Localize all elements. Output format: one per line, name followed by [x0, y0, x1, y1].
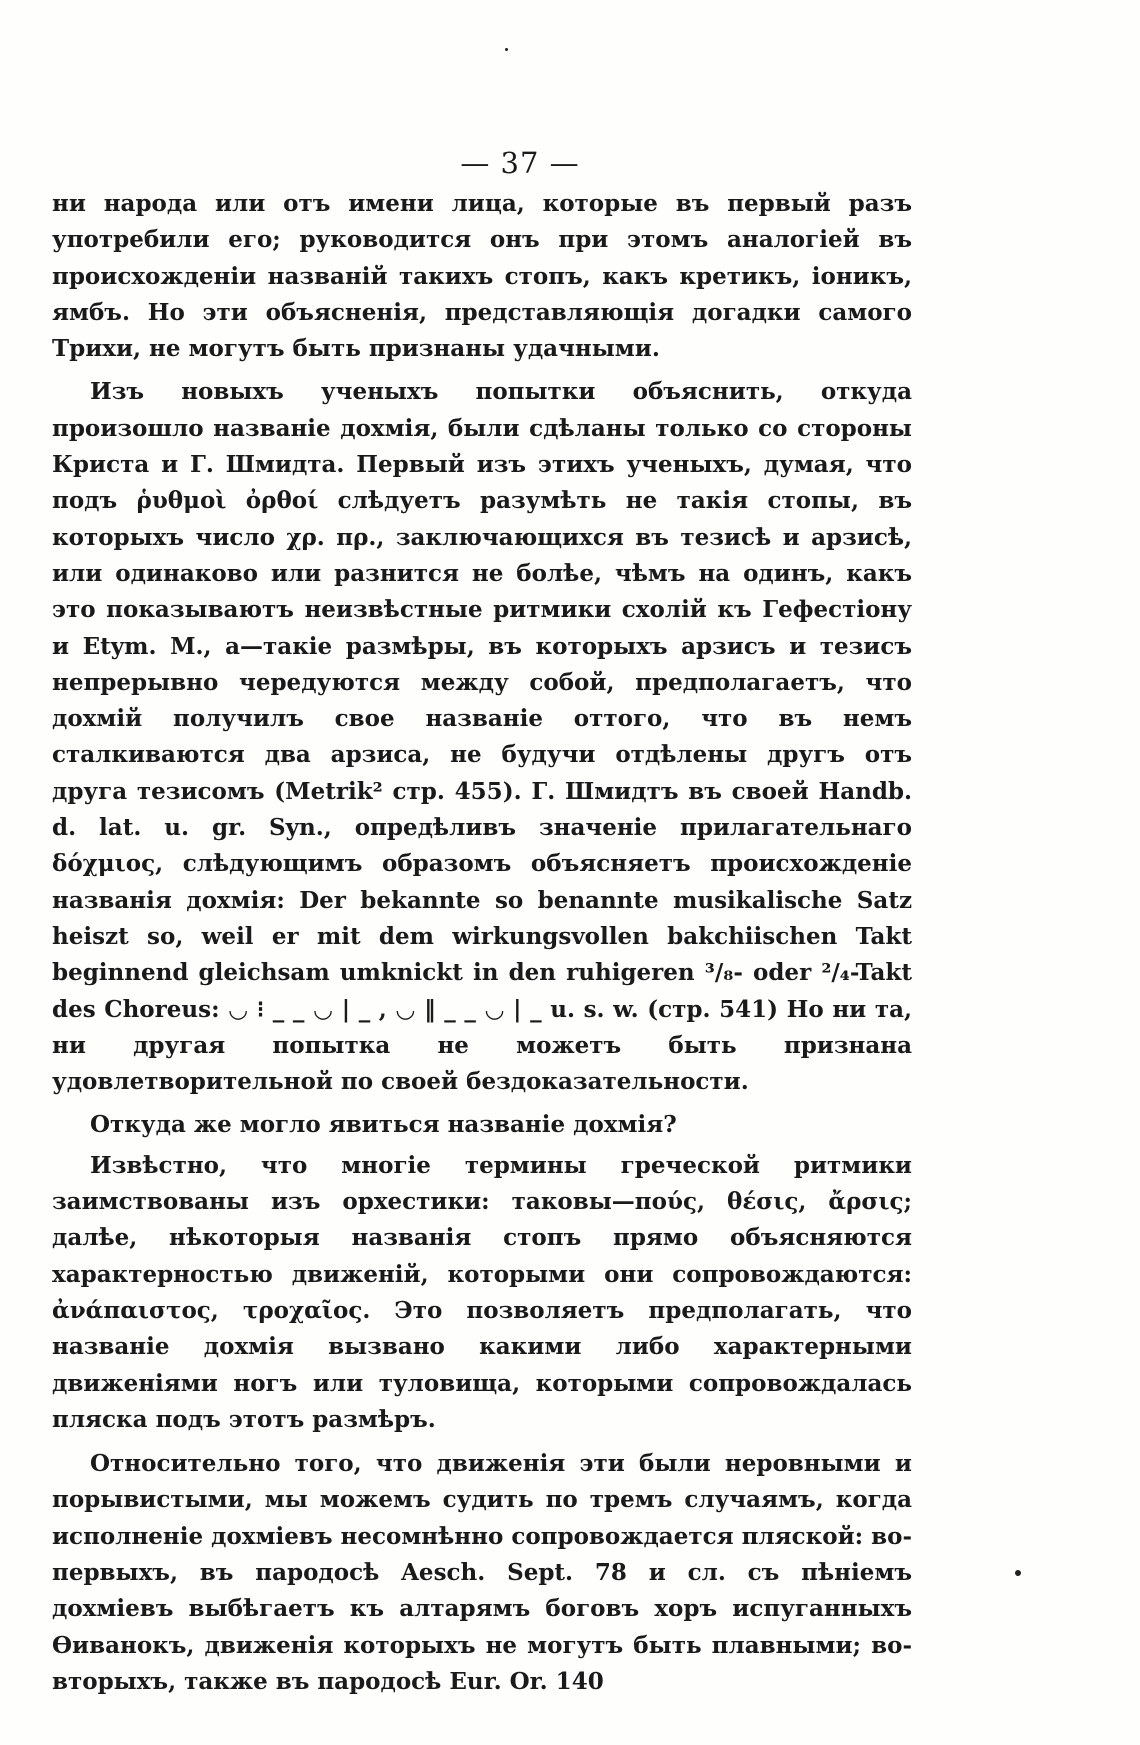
paragraph-5: Относительно того, что движенія эти были неровными и порывистыми, мы можемъ судить по тремъ случаямъ, когда исполненіе дохміевъ несомнѣнно сопровождается пляской: во-первыхъ, въ пародосѣ Aesch. Sept. 78 и сл. съ пѣніемъ дохміевъ выбѣгаетъ къ алтарямъ боговъ хоръ испуганныхъ Ѳиванокъ, движенія которыхъ не могутъ быть плавными; во-вторыхъ, также въ пародосѣ Eur. Or. 140: [52, 1450, 913, 1695]
paragraph-3: Откуда же могло явиться названіе дохмія?: [90, 1111, 677, 1139]
body-text: [52, 186, 912, 1700]
ink-speck: [505, 48, 508, 51]
paragraph-2: Изъ новыхъ ученыхъ попытки объяснить, откуда произошло названіе дохмія, были сдѣланы только со стороны Криста и Г. Шмидта. Первый изъ этихъ ученыхъ, думая, что подъ ῥυθμοὶ ὀρθοί слѣдуетъ разумѣть не такія стопы, въ которыхъ число χρ. πρ., заключающихся въ тезисѣ и арзисѣ, или одинаково или разнится не болѣе, чѣмъ на одинъ, какъ это показываютъ неизвѣстные ритмики схолій къ Гефестіону и Etym. M., а—такіе размѣры, въ которыхъ арзисъ и тезисъ непрерывно чередуются между собой, предполагаетъ, что дохмій получилъ свое названіе оттого, что въ немъ сталкиваются два арзиса, не будучи отдѣлены другъ отъ друга тезисомъ (Metrik² стр. 455). Г. Шмидтъ въ своей Handb. d. lat. u. gr. Syn., опредѣливъ значеніе прилагательнаго δόχμιος, слѣдующимъ образомъ объясняетъ происхожденіе названія дохмія: Der bekannte so benannte musikalische Satz heiszt so, weil er mit dem wirkungsvollen bakchiischen Takt beginnend gleichsam umknickt in den ruhigeren ³/₈- oder ²/₄-Takt des Choreus: ◡ ⁝ _ _ ◡ | _ , ◡ ‖ _ _ ◡ | _ u. s. w. (стр. 541) Но ни та, ни другая попытка не можетъ быть признана удовлетворительной по своей бездоказательности.: [52, 378, 912, 1096]
paragraph-1: ни народа или отъ имени лица, которые въ первый разъ употребили его; руководится онъ при этомъ аналогіей въ происхожденіи названій такихъ стопъ, какъ кретикъ, іоникъ, ямбъ. Но эти объясненія, представляющія догадки самого Трихи, не могутъ быть признаны удачными.: [52, 190, 912, 363]
ink-speck: [1015, 1570, 1021, 1576]
page-number: — 37 —: [460, 146, 580, 180]
paragraph-4: Извѣстно, что многіе термины греческой ритмики заимствованы изъ орхестики: таковы—πούς, θέσις, ἄρσις; далѣе, нѣкоторыя названія стопъ прямо объясняются характерностью движеній, которыми они сопровождаются: ἀνάπαιστος, τροχαῖος. Это позволяетъ предполагать, что названіе дохмія вызвано какими либо характерными движеніями ногъ или туловища, которыми сопровождалась пляска подъ этотъ размѣръ.: [52, 1151, 912, 1433]
